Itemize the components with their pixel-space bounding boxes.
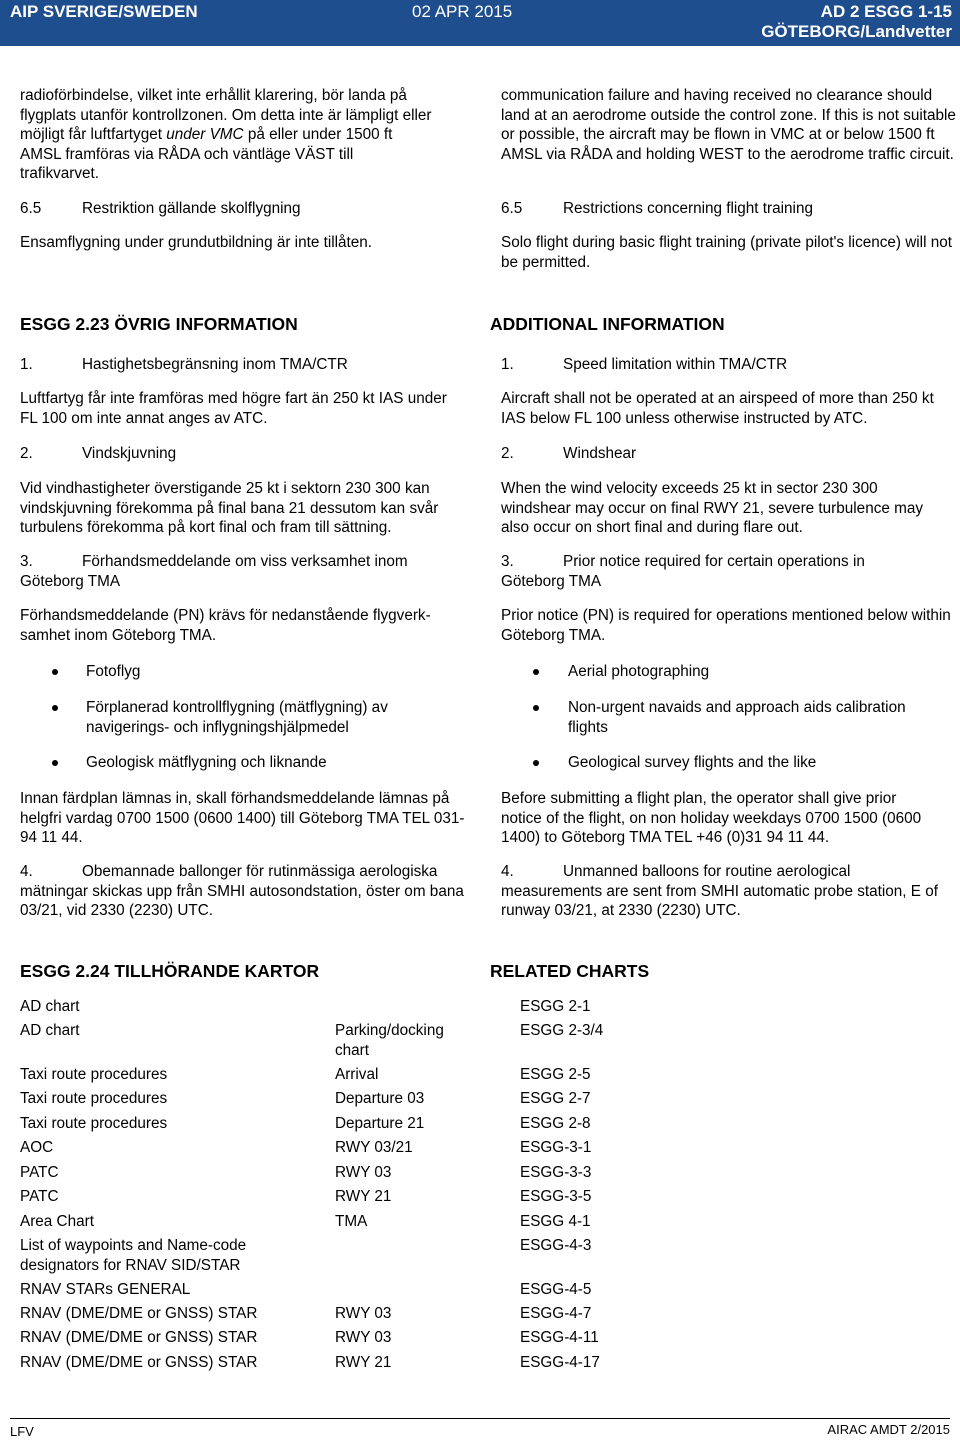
para-2-heading-sv	[20, 444, 176, 464]
para-title: Speed limitation within TMA/CTR	[563, 356, 788, 373]
chart-subtitle: RWY 03	[335, 1164, 392, 1181]
intro-sv-line: radioförbindelse, vilket inte erhållit klarering, bör landa på	[20, 87, 407, 104]
para-1-text-en: Aircraft shall not be operated at an airspeed of more than 250 kt IAS below FL 100 unless otherwise instructed by ATC.	[501, 390, 934, 427]
bullet-item-en: Non-urgent navaids and approach aids calibration flights	[568, 699, 906, 736]
chart-reference: ESGG 4-1	[520, 1213, 591, 1230]
para-2-text-sv: Vid vindhastigheter överstigande 25 kt i sektorn 230 300 kan vindskjuvning förekomma på final bana 21 dessutom kan svår turbulens förekomma på kort final och fram till sättning.	[20, 480, 439, 536]
para-number: 2.	[20, 445, 33, 462]
para-3-after-sv: Innan färdplan lämnas in, skall förhandsmeddelande lämnas på helgfri vardag 0700 1500 (0600 1400) till Göteborg TMA TEL 031-94 11 44.	[20, 790, 465, 846]
bullet-dot	[52, 760, 58, 766]
intro-en: communication failure and having received no clearance should land at an aerodrome outside the control zone. If this is not suitable or possible, the aircraft may be flown in VMC at or below 1500 ft AMSL via RÅDA and holding WEST to the aerodrome traffic circuit.	[501, 87, 956, 163]
para-title: Förhandsmeddelande om viss verksamhet inom	[82, 553, 408, 570]
bullet-dot	[533, 705, 539, 711]
para-3-heading-en	[501, 552, 865, 591]
para-title: Göteborg TMA	[20, 572, 121, 590]
chart-reference: ESGG-3-5	[520, 1188, 592, 1205]
chart-name: RNAV (DME/DME or GNSS) STAR	[20, 1305, 258, 1322]
para-title: Prior notice required for certain operations in	[563, 553, 865, 570]
section-6-5-heading-en	[501, 199, 813, 219]
bullet-item-sv: Fotoflyg	[86, 663, 141, 680]
para-number: 2.	[501, 445, 514, 462]
chart-reference: ESGG-4-17	[520, 1354, 600, 1371]
heading-2-24-sv: ESGG 2.24 TILLHÖRANDE KARTOR	[20, 961, 320, 981]
issue-date: 02 APR 2015	[412, 2, 513, 21]
para-number: 4.	[20, 863, 33, 880]
para-2-text-en: When the wind velocity exceeds 25 kt in sector 230 300 windshear may occur on final RWY 21, severe turbulence may also occur on short final and during flare out.	[501, 480, 924, 536]
section-6-5-text-sv: Ensamflygning under grundutbildning är inte tillåten.	[20, 234, 373, 251]
chart-subtitle: TMA	[335, 1213, 368, 1230]
chart-subtitle: RWY 03/21	[335, 1139, 413, 1156]
chart-name: RNAV (DME/DME or GNSS) STAR	[20, 1354, 258, 1371]
para-title: Hastighetsbegränsning inom TMA/CTR	[82, 356, 348, 373]
chart-subtitle: Arrival	[335, 1066, 379, 1083]
footer-amendment: AIRAC AMDT 2/2015	[827, 1422, 950, 1437]
para-text: Unmanned balloons for routine aerological	[563, 863, 851, 880]
chart-subtitle: Parking/docking chart	[335, 1022, 444, 1059]
bullet-item-sv: Förplanerad kontrollflygning (mätflygning) av navigerings- och inflygningshjälpmedel	[86, 699, 388, 736]
intro-sv-line: trafikvarvet.	[20, 165, 100, 182]
para-number: 3.	[501, 553, 514, 570]
chart-reference: ESGG-3-3	[520, 1164, 592, 1181]
chart-reference: ESGG 2-8	[520, 1115, 591, 1132]
intro-sv-line: flygplats utanför kontrollzonen. Om detta inte är lämpligt eller	[20, 106, 432, 124]
bullet-dot	[52, 705, 58, 711]
chart-reference: ESGG-4-5	[520, 1281, 592, 1298]
para-text: measurements are sent from SMHI automatic probe station, E of runway 03/21, at 2330 (2230) UTC.	[501, 882, 938, 919]
chart-subtitle: Departure 03	[335, 1090, 425, 1107]
heading-2-23-sv: ESGG 2.23 ÖVRIG INFORMATION	[20, 314, 298, 334]
bullet-item-en: Aerial photographing	[568, 663, 710, 680]
intro-sv	[20, 86, 475, 184]
chart-name: Area Chart	[20, 1213, 94, 1230]
chart-name: PATC	[20, 1188, 59, 1205]
chart-name: AD chart	[20, 1022, 80, 1039]
chart-subtitle: RWY 03	[335, 1305, 392, 1322]
publisher: AIP SVERIGE/SWEDEN	[10, 2, 198, 21]
section-6-5-text-en: Solo flight during basic flight training (private pilot's licence) will not be permitted.	[501, 234, 952, 271]
heading-2-23-en: ADDITIONAL INFORMATION	[490, 314, 725, 334]
chart-reference: ESGG 2-5	[520, 1066, 591, 1083]
chart-reference: ESGG-4-11	[520, 1329, 599, 1346]
chart-name: Taxi route procedures	[20, 1090, 168, 1107]
para-1-text-sv: Luftfartyg får inte framföras med högre fart än 250 kt IAS under FL 100 om inte annat anges av ATC.	[20, 390, 447, 427]
para-2-heading-en	[501, 444, 636, 464]
chart-reference: ESGG 2-1	[520, 998, 591, 1015]
para-text: Obemannade ballonger för rutinmässiga aerologiska	[82, 863, 438, 880]
bullet-item-en: Geological survey flights and the like	[568, 754, 817, 771]
section-6-5-heading-sv	[20, 199, 301, 219]
chart-name: Taxi route procedures	[20, 1066, 168, 1083]
para-number: 3.	[20, 553, 33, 570]
para-1-heading-en	[501, 355, 787, 375]
chart-name: RNAV (DME/DME or GNSS) STAR	[20, 1329, 258, 1346]
para-title: Vindskjuvning	[82, 445, 177, 462]
para-title: Göteborg TMA	[501, 572, 602, 590]
para-4-sv	[20, 862, 475, 921]
para-text: mätningar skickas upp från SMHI autosondstation, öster om bana 03/21, vid 2330 (2230) UTC.	[20, 882, 464, 919]
para-number: 4.	[501, 863, 514, 880]
chart-name: Taxi route procedures	[20, 1115, 168, 1132]
bullet-dot	[533, 669, 539, 675]
para-3-after-en: Before submitting a flight plan, the operator shall give prior notice of the flight, on non holiday weekdays 0700 1500 (0600 1400) to Göteborg TMA TEL +46 (0)31 94 11 44.	[501, 790, 922, 846]
footer-publisher: LFV	[10, 1424, 34, 1439]
page-header	[0, 0, 960, 46]
page-reference: AD 2 ESGG 1-15	[820, 2, 952, 21]
chart-subtitle: RWY 21	[335, 1188, 392, 1205]
aerodrome-name: GÖTEBORG/Landvetter	[761, 22, 952, 41]
bullet-dot	[533, 760, 539, 766]
chart-reference: ESGG-4-3	[520, 1237, 592, 1254]
intro-sv-text: möjligt får luftfartyget	[20, 126, 167, 143]
para-4-en	[501, 862, 956, 921]
section-number: 6.5	[501, 200, 523, 217]
intro-sv-text: på eller under 1500 ft	[243, 126, 393, 143]
para-3-text-en: Prior notice (PN) is required for operations mentioned below within Göteborg TMA.	[501, 607, 951, 644]
footer-divider	[10, 1418, 950, 1419]
intro-sv-emphasis: under VMC	[166, 126, 244, 143]
bullet-dot	[52, 669, 58, 675]
chart-subtitle: RWY 03	[335, 1329, 392, 1346]
chart-reference: ESGG-4-7	[520, 1305, 592, 1322]
section-number: 6.5	[20, 200, 42, 217]
chart-reference: ESGG 2-7	[520, 1090, 591, 1107]
chart-name: List of waypoints and Name-code designators for RNAV SID/STAR	[20, 1237, 247, 1274]
chart-name: AOC	[20, 1139, 54, 1156]
section-title: Restriktion gällande skolflygning	[82, 200, 301, 217]
chart-subtitle: Departure 21	[335, 1115, 425, 1132]
para-number: 1.	[20, 356, 33, 373]
chart-reference: ESGG 2-3/4	[520, 1022, 604, 1039]
chart-reference: ESGG-3-1	[520, 1139, 592, 1156]
chart-subtitle: RWY 21	[335, 1354, 392, 1371]
intro-sv-line	[20, 125, 475, 145]
heading-2-24-en: RELATED CHARTS	[490, 961, 650, 981]
para-3-heading-sv	[20, 552, 408, 591]
intro-sv-line: AMSL framföras via RÅDA och väntläge VÄST till	[20, 145, 354, 163]
chart-name: RNAV STARs GENERAL	[20, 1281, 191, 1298]
section-title: Restrictions concerning flight training	[563, 200, 813, 217]
para-3-text-sv: Förhandsmeddelande (PN) krävs för nedanstående flygverk-samhet inom Göteborg TMA.	[20, 607, 431, 644]
chart-name: PATC	[20, 1164, 59, 1181]
para-1-heading-sv	[20, 355, 348, 375]
bullet-item-sv: Geologisk mätflygning och liknande	[86, 754, 327, 771]
para-number: 1.	[501, 356, 514, 373]
chart-name: AD chart	[20, 998, 80, 1015]
para-title: Windshear	[563, 445, 637, 462]
